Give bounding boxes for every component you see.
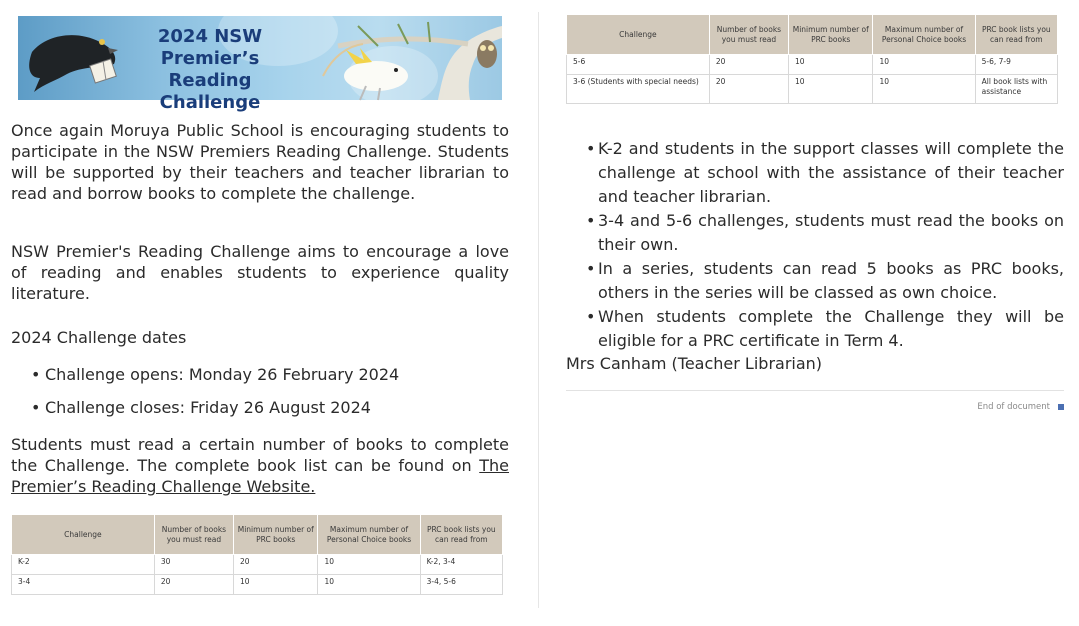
table-header: PRC book lists you can read from (975, 15, 1057, 55)
date-text: Challenge opens: Monday 26 February 2024 (45, 365, 400, 384)
table-cell: K-2, 3-4 (420, 555, 502, 575)
signature: Mrs Canham (Teacher Librarian) (566, 354, 823, 373)
table-header: Challenge (12, 515, 155, 555)
bullet-icon: • (31, 365, 41, 384)
bullet-icon: • (586, 307, 596, 326)
table-cell: 5-6 (567, 55, 710, 75)
table-cell: 3-6 (Students with special needs) (567, 75, 710, 104)
table-header: Number of books you must read (709, 15, 788, 55)
square-marker-icon (1058, 404, 1064, 410)
owl-icon (474, 34, 500, 70)
list-item (586, 305, 1064, 353)
table-header: Challenge (567, 15, 710, 55)
table-cell: 20 (234, 555, 318, 575)
table-cell: 5-6, 7-9 (975, 55, 1057, 75)
prc-website-link[interactable]: The Premier’s Reading Challenge Website. (11, 456, 509, 496)
table-cell: 10 (789, 75, 873, 104)
date-text: Challenge closes: Friday 26 August 2024 (45, 398, 371, 417)
list-item (586, 257, 1064, 305)
table-header: Minimum number of PRC books (789, 15, 873, 55)
table-row (12, 555, 503, 575)
bullet-icon: • (31, 398, 41, 417)
table-header: Minimum number of PRC books (234, 515, 318, 555)
table-header: Maximum number of Personal Choice books (318, 515, 420, 555)
table-cell: 20 (709, 55, 788, 75)
table-header: Number of books you must read (154, 515, 233, 555)
date-item-opens (31, 364, 399, 385)
table-cell: 3-4 (12, 575, 155, 595)
table-cell: 10 (318, 555, 420, 575)
table-cell: 3-4, 5-6 (420, 575, 502, 595)
table-cell: All book lists with assistance (975, 75, 1057, 104)
horizontal-rule (566, 390, 1064, 391)
intro-paragraph: Once again Moruya Public School is encouraging students to participate in the NSW Premiers Reading Challenge. Students will be supported by their teachers and teacher librarian to read and borrow books to complete the challenge. (11, 121, 509, 203)
table-header: Maximum number of Personal Choice books (873, 15, 975, 55)
table-cell: 10 (234, 575, 318, 595)
bullet-icon: • (586, 139, 596, 158)
bullet-icon: • (586, 259, 596, 278)
bullet-icon: • (586, 211, 596, 230)
table-cell: 20 (709, 75, 788, 104)
dates-heading: 2024 Challenge dates (11, 328, 187, 347)
note-text: K-2 and students in the support classes will complete the challenge at school with the assistance of their teacher and teacher librarian. (598, 139, 1064, 206)
list-item (586, 137, 1064, 209)
table-header: PRC book lists you can read from (420, 515, 502, 555)
books-text: Students must read a certain number of books to complete the Challenge. The complete book list can be found on (11, 435, 509, 475)
table-row (12, 575, 503, 595)
table-cell: 10 (873, 55, 975, 75)
white-cockatoo-icon (336, 46, 426, 100)
note-text: In a series, students can read 5 books as PRC books, others in the series will be classed as own choice. (598, 259, 1064, 302)
table-cell: 10 (318, 575, 420, 595)
table-cell: 30 (154, 555, 233, 575)
table-cell: 20 (154, 575, 233, 595)
table-cell: 10 (789, 55, 873, 75)
notes-list (586, 137, 1064, 353)
end-of-document-label: End of document (977, 402, 1050, 412)
note-text: When students complete the Challenge they will be eligible for a PRC certificate in Term 4. (598, 307, 1064, 350)
table-cell: K-2 (12, 555, 155, 575)
books-paragraph (11, 434, 509, 497)
challenge-table-part2 (566, 14, 1058, 104)
table-row (567, 75, 1058, 104)
banner-title-line: Premier’s Reading (160, 48, 260, 91)
aims-paragraph: NSW Premier's Reading Challenge aims to encourage a love of reading and enables students to experience quality literature. (11, 242, 509, 303)
table-cell: 10 (873, 75, 975, 104)
date-item-closes (31, 397, 371, 418)
note-text: 3-4 and 5-6 challenges, students must read the books on their own. (598, 211, 1064, 254)
black-cockatoo-icon (22, 22, 132, 98)
banner-title (122, 26, 298, 114)
table-row (567, 55, 1058, 75)
banner-title-line: Challenge (159, 92, 261, 113)
prc-banner-image (18, 16, 502, 113)
list-item (586, 209, 1064, 257)
challenge-table-part1 (11, 514, 503, 595)
banner-title-line: 2024 NSW (157, 26, 263, 47)
column-divider (538, 12, 539, 608)
end-of-document (977, 402, 1064, 412)
